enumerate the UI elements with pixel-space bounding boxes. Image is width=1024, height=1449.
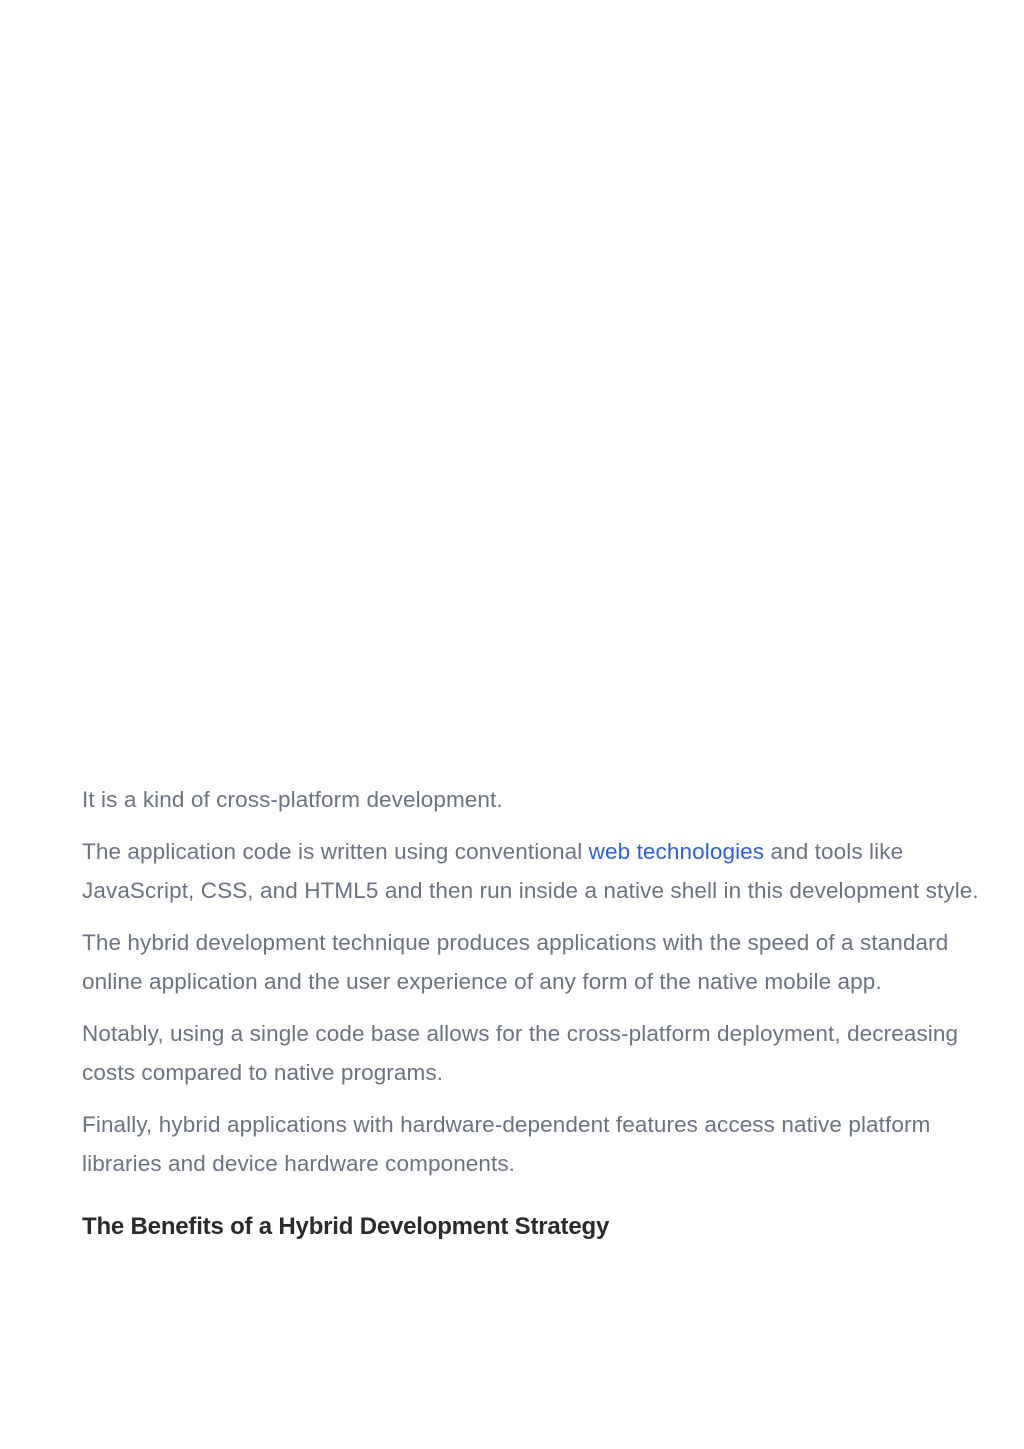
paragraph-application-code — [82, 832, 982, 910]
paragraph-text-before-link: The application code is written using conventional — [82, 839, 589, 864]
paragraph-single-code-base: Notably, using a single code base allows for the cross-platform deployment, decreasing costs compared to native programs. — [82, 1021, 959, 1085]
paragraph-text-after-link: and tools like JavaScript, CSS, and HTML5 and then run inside a native shell in this development style. — [82, 839, 979, 903]
paragraph-hardware-features: Finally, hybrid applications with hardware-dependent features access native platform libraries and device hardware components. — [82, 1112, 931, 1176]
web-technologies-link[interactable]: web technologies — [588, 839, 765, 864]
paragraph-hybrid-technique: The hybrid development technique produces applications with the speed of a standard online application and the user experience of any form of the native mobile app. — [82, 930, 949, 994]
paragraph-cross-platform: It is a kind of cross-platform development. — [82, 787, 503, 812]
section-heading-benefits: The Benefits of a Hybrid Development Strategy — [82, 1213, 610, 1240]
article-body — [82, 780, 982, 1243]
